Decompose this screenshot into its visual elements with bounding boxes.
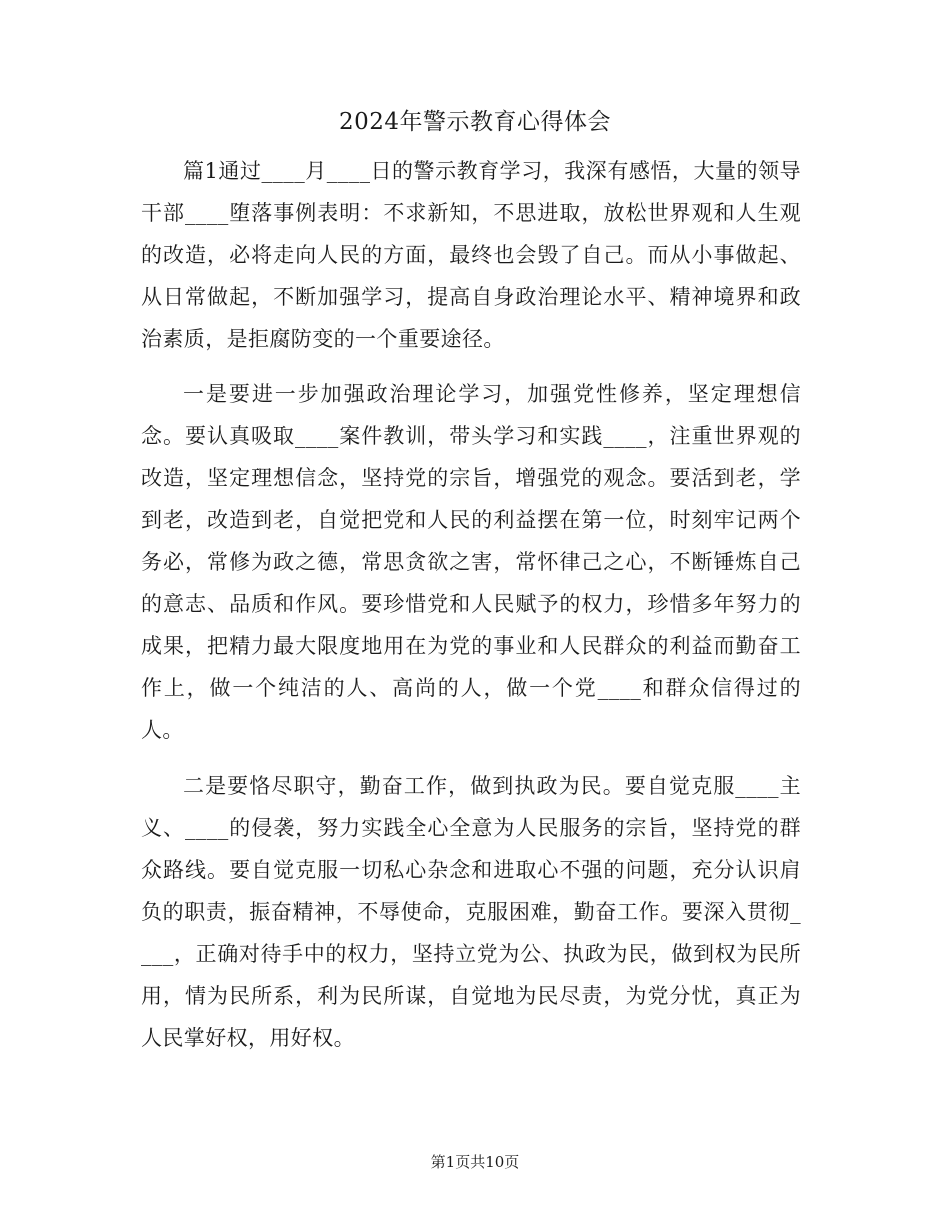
document-body xyxy=(141,150,801,1059)
document-title: 2024年警示教育心得体会 xyxy=(338,109,612,135)
paragraph-2: 一是要进一步加强政治理论学习，加强党性修养，坚定理想信念。要认真吸取____案件教训，带头学习和实践____，注重世界观的改造，坚定理想信念，坚持党的宗旨，增强党的观念。要活到老，学到老，改造到老，自觉把党和人民的利益摆在第一位，时刻牢记两个务必，常修为政之德，常思贪欲之害，常怀律己之心，不断锤炼自己的意志、品质和作风。要珍惜党和人民赋予的权力，珍惜多年努力的成果，把精力最大限度地用在为党的事业和人民群众的利益而勤奋工作上，做一个纯洁的人、高尚的人，做一个党____和群众信得过的人。 xyxy=(141,382,801,742)
paragraph-1: 篇1通过____月____日的警示教育学习，我深有感悟，大量的领导干部____堕落事例表明：不求新知，不思进取，放松世界观和人生观的改造，必将走向人民的方面，最终也会毁了自己。而从小事做起、从日常做起，不断加强学习，提高自身政治理论水平、精神境界和政治素质，是拒腐防变的一个重要途径。 xyxy=(141,159,801,351)
paragraph-3: 二是要恪尽职守，勤奋工作，做到执政为民。要自觉克服____主义、____的侵袭，努力实践全心全意为人民服务的宗旨，坚持党的群众路线。要自觉克服一切私心杂念和进取心不强的问题，充分认识肩负的职责，振奋精神，不辱使命，克服困难，勤奋工作。要深入贯彻____，正确对待手中的权力，坚持立党为公、执政为民，做到权为民所用，情为民所系，利为民所谋，自觉地为民尽责，为党分忧，真正为人民掌好权，用好权。 xyxy=(141,774,801,1050)
page-footer: 第1页共10页 xyxy=(430,1153,520,1171)
